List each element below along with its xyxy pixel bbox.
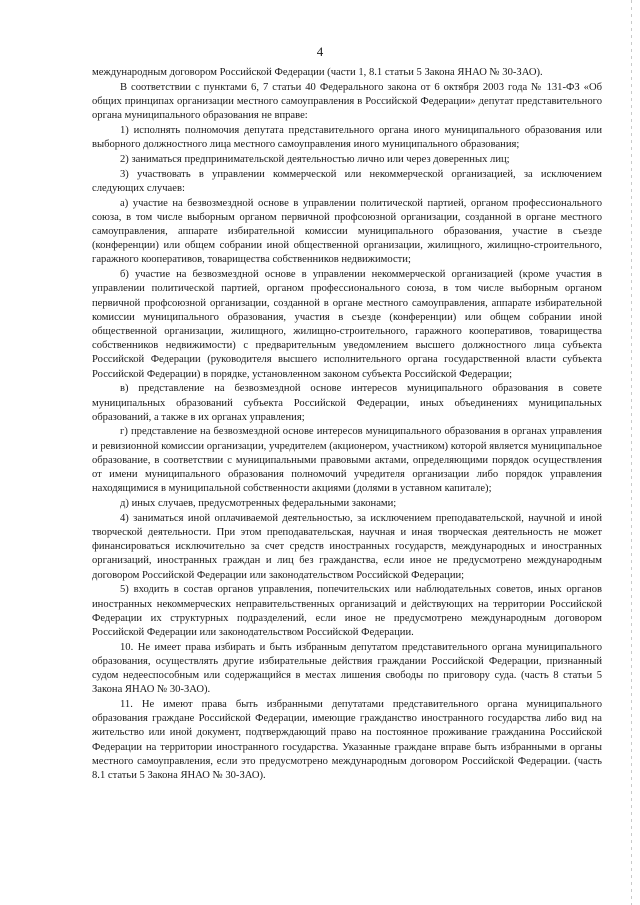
- sub-item-v: в) представление на безвозмездной основе интересов муниципального образования в совете муниципальных образований субъекта Российской Федерации, иных объединениях муниципальных образований, а также в их органах управления;: [92, 383, 602, 423]
- sub-item-d: д) иных случаев, предусмотренных федеральными законами;: [120, 498, 397, 510]
- list-item-4: 4) заниматься иной оплачиваемой деятельностью, за исключением преподавательской, научной и иной творческой деятельности. При этом преподавательская, научная и иная творческая деятельность не может финансироваться исключительно за счет средств иностранных государств, международных и иностранных организаций, иностранных граждан и лиц без гражданства, если иное не предусмотрено международным договором Российской Федерации или законодательством Российской Федерации;: [92, 512, 602, 581]
- sub-item-b: б) участие на безвозмездной основе в управлении некоммерческой организацией (кроме участия в управлении политической партией, органом профессионального союза, в том числе выборным органом первичной профсоюзной организации, созданной в органе местного самоуправления, аппарате избирательной комиссии муниципального образования, участия в съезде (конференции) или общем собрании иной общественной организации, жилищного, жилищно-строительного, гаражного кооперативов, товарищества собственников недвижимости) с предварительным уведомлением высшего должностного лица субъекта Российской Федерации (руководителя высшего исполнительного органа государственной власти субъекта Российской Федерации) в порядке, установленном законом субъекта Российской Федерации;: [92, 269, 602, 380]
- clause-11: 11. Не имеют права быть избранными депутатами представительного органа муниципального образования граждане Российской Федерации, имеющие гражданство иностранного государства либо вид на жительство или иной документ, подтверждающий право на постоянное проживание гражданина Российской Федерации на территории иностранного государства. Указанные граждане вправе быть избранными в органы местного самоуправления, если это предусмотрено международным договором Российской Федерации. (часть 8.1 статьи 5 Закона ЯНАО № 30-ЗАО).: [92, 699, 602, 782]
- document-body: [92, 66, 602, 784]
- list-item-2: 2) заниматься предпринимательской деятельностью лично или через доверенных лиц;: [120, 153, 510, 165]
- list-item-5: 5) входить в состав органов управления, попечительских или наблюдательных советов, иных органов иностранных некоммерческих неправительственных организаций и действующих на территории Российской Федерации их структурных подразделений, если иное не предусмотрено международным договором Российской Федерации или законодательством Российской Федерации.: [92, 584, 602, 638]
- paragraph-intro: В соответствии с пунктами 6, 7 статьи 40 Федерального закона от 6 октября 2003 года № 131-ФЗ «Об общих принципах организации местного самоуправления в Российской Федерации» депутат представительного органа муниципального образования не вправе:: [92, 81, 602, 122]
- scan-edge-line: [631, 0, 632, 905]
- list-item-1: 1) исполнять полномочия депутата представительного органа иного муниципального образования или выборного должностного лица местного самоуправления иного муниципального образования;: [92, 124, 602, 151]
- page-number: 4: [316, 44, 324, 59]
- clause-10: 10. Не имеет права избирать и быть избранным депутатом представительного органа муниципального образования, осуществлять другие избирательные действия граждании Российской Федерации, признанный судом недееспособным или содержащийся в местах лишения свободы по приговору суда. (часть 8 статьи 5 Закона ЯНАО № 30-ЗАО).: [92, 641, 602, 696]
- paragraph-continuation: международным договором Российской Федерации (части 1, 8.1 статьи 5 Закона ЯНАО № 30-ЗАО).: [92, 67, 543, 78]
- list-item-3: 3) участвовать в управлении коммерческой или некоммерческой организацией, за исключением следующих случаев:: [92, 168, 602, 194]
- sub-item-g: г) представление на безвозмездной основе интересов муниципального образования в органах управления и ревизионной комиссии организации, учредителем (акционером, участником) которой является муниципальное образование, в соответствии с муниципальными правовыми актами, определяющими порядок осуществления от имени муниципального образования полномочий учредителя организации либо порядок управления находящимися в муниципальной собственности акциями (долями в уставном капитале);: [92, 426, 602, 495]
- sub-item-a: а) участие на безвозмездной основе в управлении политической партией, органом профессионального союза, в том числе выборным органом первичной профсоюзной организации, созданной в органе местного самоуправления, аппарате избирательной комиссии муниципального образования, участие в съезде (конференции) или общем собрании иной общественной организации, жилищного, жилищно-строительного, гаражного кооперативов, товарищества собственников недвижимости;: [92, 197, 602, 266]
